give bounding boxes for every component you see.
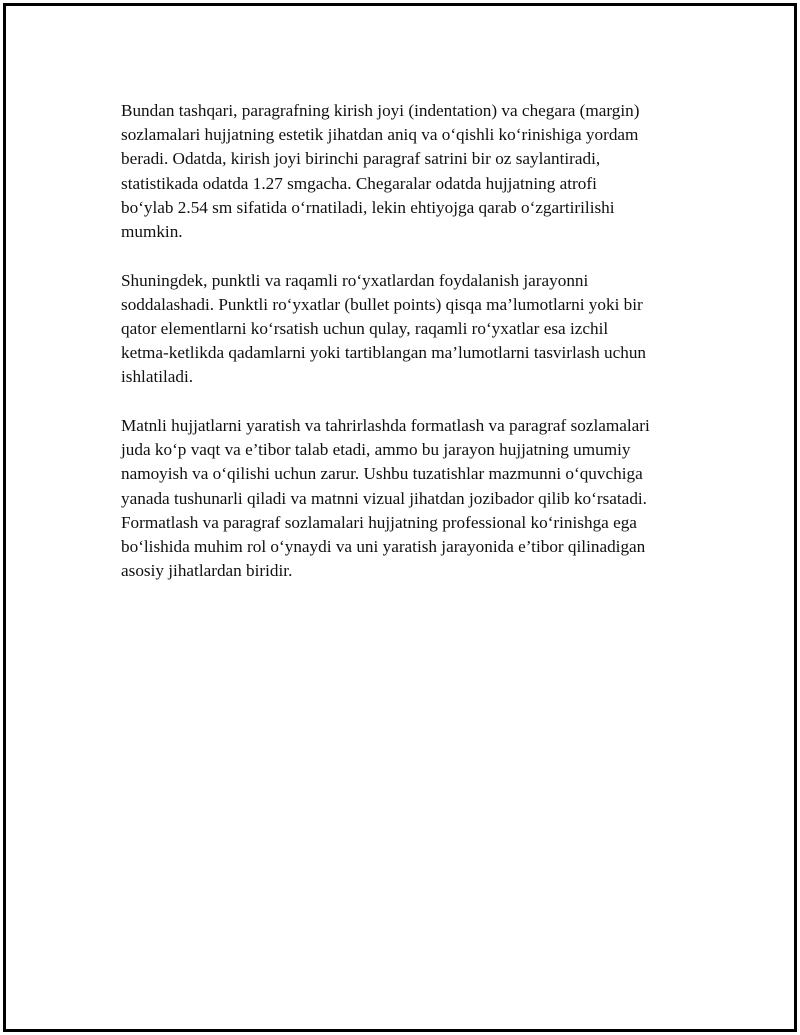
document-page	[3, 3, 797, 1032]
paragraph-conclusion: Matnli hujjatlarni yaratish va tahrirlashda formatlash va paragraf sozlamalari juda ko‘p vaqt va e’tibor talab etadi, ammo bu jarayon hujjatning umumiy namoyish va o‘qilishi uchun zarur. Ushbu tuzatishlar mazmunni o‘quvchiga yanada tushunarli qiladi va matnni vizual jihatdan jozibador qilib ko‘rsatadi. Formatlash va paragraf sozlamalari hujjatning professional ko‘rinishga ega bo‘lishida muhim rol o‘ynaydi va uni yaratish jarayonida e’tibor qilinadigan asosiy jihatlardan biridir.	[121, 416, 650, 581]
document-body	[121, 99, 701, 608]
paragraph-lists: Shuningdek, punktli va raqamli ro‘yxatlardan foydalanish jarayonni soddalashadi. Punktli ro‘yxatlar (bullet points) qisqa ma’lumotlarni yoki bir qator elementlarni ko‘rsatish uchun qulay, raqamli ro‘yxatlar esa izchil ketma-ketlikda qadamlarni yoki tartiblangan ma’lumotlarni tasvirlash uchun ishlatiladi.	[121, 270, 647, 387]
paragraph-margins: Bundan tashqari, paragrafning kirish joyi (indentation) va chegara (margin) sozlamalari hujjatning estetik jihatdan aniq va o‘qishli ko‘rinishiga yordam beradi. Odatda, kirish joyi birinchi paragraf satrini bir oz saylantiradi, statistikada odatda 1.27 smgacha. Chegaralar odatda hujjatning atrofi bo‘ylab 2.54 sm sifatida o‘rnatiladi, lekin ehtiyojga qarab o‘zgartirilishi mumkin.	[121, 101, 640, 242]
